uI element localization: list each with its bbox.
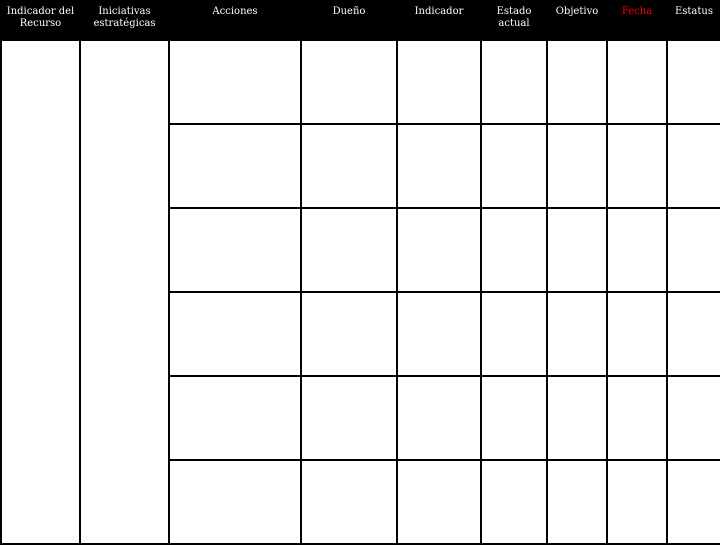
cell-dueno[interactable] bbox=[301, 124, 397, 208]
cell-dueno[interactable] bbox=[301, 460, 397, 544]
cell-acciones[interactable] bbox=[169, 376, 301, 460]
header-indicador-del-recurso: Indicador del Recurso bbox=[1, 1, 80, 40]
cell-estado-actual[interactable] bbox=[481, 460, 547, 544]
header-dueno: Dueño bbox=[301, 1, 397, 40]
cell-objetivo[interactable] bbox=[547, 292, 607, 376]
cell-fecha[interactable] bbox=[607, 40, 667, 124]
header-objetivo: Objetivo bbox=[547, 1, 607, 40]
header-acciones: Acciones bbox=[169, 1, 301, 40]
cell-acciones[interactable] bbox=[169, 292, 301, 376]
cell-objetivo[interactable] bbox=[547, 376, 607, 460]
cell-indicador[interactable] bbox=[397, 292, 481, 376]
cell-indicador[interactable] bbox=[397, 376, 481, 460]
cell-fecha[interactable] bbox=[607, 376, 667, 460]
cell-indicador[interactable] bbox=[397, 40, 481, 124]
cell-dueno[interactable] bbox=[301, 208, 397, 292]
header-fecha: Fecha bbox=[607, 1, 667, 40]
cell-objetivo[interactable] bbox=[547, 460, 607, 544]
cell-dueno[interactable] bbox=[301, 40, 397, 124]
cell-estatus[interactable] bbox=[667, 292, 720, 376]
header-estatus: Estatus bbox=[667, 1, 720, 40]
cell-estado-actual[interactable] bbox=[481, 208, 547, 292]
cell-objetivo[interactable] bbox=[547, 124, 607, 208]
cell-estado-actual[interactable] bbox=[481, 292, 547, 376]
cell-acciones[interactable] bbox=[169, 124, 301, 208]
cell-estatus[interactable] bbox=[667, 376, 720, 460]
cell-estatus[interactable] bbox=[667, 208, 720, 292]
cell-estatus[interactable] bbox=[667, 40, 720, 124]
cell-estatus[interactable] bbox=[667, 124, 720, 208]
header-iniciativas-estrategicas: Iniciativas estratégicas bbox=[80, 1, 169, 40]
cell-objetivo[interactable] bbox=[547, 208, 607, 292]
cell-fecha[interactable] bbox=[607, 124, 667, 208]
cell-estado-actual[interactable] bbox=[481, 124, 547, 208]
cell-estado-actual[interactable] bbox=[481, 40, 547, 124]
cell-indicador[interactable] bbox=[397, 124, 481, 208]
cell-indicador[interactable] bbox=[397, 208, 481, 292]
cell-indicador-del-recurso[interactable] bbox=[1, 40, 80, 544]
cell-objetivo[interactable] bbox=[547, 40, 607, 124]
table-row bbox=[1, 40, 720, 124]
cell-estatus[interactable] bbox=[667, 460, 720, 544]
header-indicador: Indicador bbox=[397, 1, 481, 40]
cell-acciones[interactable] bbox=[169, 40, 301, 124]
cell-acciones[interactable] bbox=[169, 208, 301, 292]
cell-dueno[interactable] bbox=[301, 292, 397, 376]
cell-fecha[interactable] bbox=[607, 208, 667, 292]
cell-iniciativas-estrategicas[interactable] bbox=[80, 40, 169, 544]
header-row bbox=[1, 1, 720, 40]
cell-fecha[interactable] bbox=[607, 292, 667, 376]
cell-estado-actual[interactable] bbox=[481, 376, 547, 460]
cell-dueno[interactable] bbox=[301, 376, 397, 460]
cell-acciones[interactable] bbox=[169, 460, 301, 544]
header-estado-actual: Estado actual bbox=[481, 1, 547, 40]
cell-fecha[interactable] bbox=[607, 460, 667, 544]
cell-indicador[interactable] bbox=[397, 460, 481, 544]
